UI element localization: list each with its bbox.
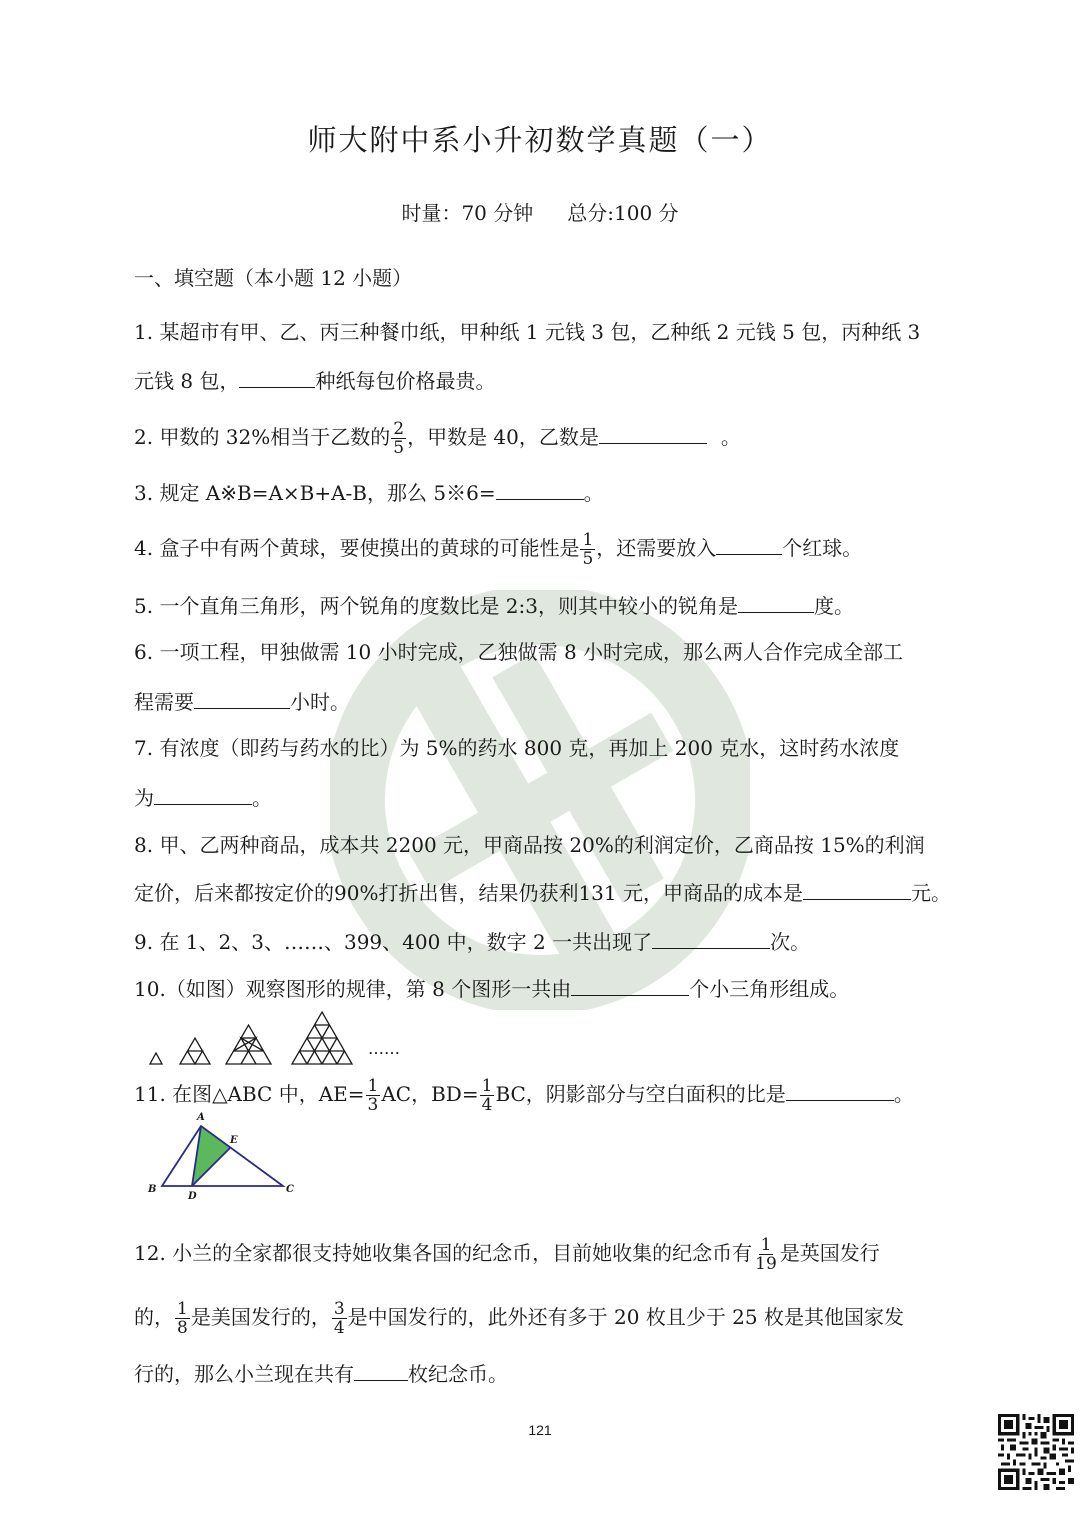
answer-blank-11[interactable] <box>786 1078 894 1101</box>
fraction: $\frac{1}{19}$ <box>755 1235 777 1274</box>
fraction: $\frac{2}{5}$ <box>393 419 405 458</box>
label-e: E <box>230 1135 238 1146</box>
label-a: A <box>197 1112 205 1123</box>
answer-blank-1[interactable] <box>239 365 315 388</box>
question-6-line-1: 6. 一项工程，甲独做需 10 小时完成，乙独做需 8 小时完成，那么两人合作完成全部工 <box>134 640 904 664</box>
answer-blank-10[interactable] <box>571 973 689 996</box>
exam-score: 总分:100 分 <box>567 201 679 225</box>
label-d: D <box>188 1191 197 1202</box>
answer-blank-9[interactable] <box>652 926 770 949</box>
question-9: 9. 在 1、2、3、……、399、400 中，数字 2 一共出现了 次。 <box>134 926 810 957</box>
page-number: 121 <box>528 1422 552 1438</box>
exam-meta <box>0 197 1080 226</box>
pattern-figure-3 <box>226 1025 271 1064</box>
answer-blank-7[interactable] <box>154 782 252 805</box>
question-6-line-2: 程需要 小时。 <box>134 686 350 717</box>
pattern-figure-2 <box>180 1038 210 1064</box>
question-12-line-3: 行的，那么小兰现在共有 枚纪念币。 <box>134 1358 508 1389</box>
answer-blank-2[interactable] <box>599 421 707 444</box>
answer-blank-3[interactable] <box>496 477 584 500</box>
pattern-figure-4 <box>292 1012 352 1064</box>
question-7-line-2: 为 。 <box>134 782 272 813</box>
answer-blank-5[interactable] <box>738 590 814 613</box>
fraction: $\frac{1}{4}$ <box>481 1076 493 1115</box>
question-2: 2. 甲数的 32%相当于乙数的 $\frac{2}{5}$ ，甲数是 40，乙数是 。 <box>134 419 741 458</box>
shaded-region <box>192 1126 230 1186</box>
answer-blank-12[interactable] <box>354 1358 408 1381</box>
answer-blank-8[interactable] <box>803 877 911 900</box>
question-12-line-2: 的， $\frac{1}{8}$ 是美国发行的， $\frac{3}{4}$ 是中国发行的，此外还有多于 20 枚且少于 25 枚是其他国家发 <box>134 1299 904 1338</box>
question-1-line-1: 1. 某超市有甲、乙、丙三种餐巾纸，甲种纸 1 元钱 3 包，乙种纸 2 元钱 5 包，丙种纸 3 <box>134 320 921 344</box>
label-b: B <box>148 1184 157 1195</box>
answer-blank-6[interactable] <box>194 686 290 709</box>
triangle-pattern-figure <box>146 1008 416 1068</box>
question-8-line-2: 定价，后来都按定价的90%打折出售，结果仍获利131 元，甲商品的成本是 元。 <box>134 877 951 908</box>
question-8-line-1: 8. 甲、乙两种商品，成本共 2200 元，甲商品按 20%的利润定价，乙商品按 15%的利润 <box>134 833 925 857</box>
ellipsis: …… <box>368 1039 400 1058</box>
question-7-line-1: 7. 有浓度（即药与药水的比）为 5%的药水 800 克，再加上 200 克水，这时药水浓度 <box>134 736 900 760</box>
page-title: 师大附中系小升初数学真题（一） <box>307 123 773 157</box>
section-heading: 一、填空题（本小题 12 小题） <box>134 266 413 290</box>
triangle-abc-figure <box>140 1108 310 1203</box>
fraction: $\frac{1}{5}$ <box>582 530 594 569</box>
qr-code[interactable] <box>998 1414 1074 1490</box>
question-3: 3. 规定 A※B=A×B+A-B，那么 5※6= 。 <box>134 477 604 508</box>
fraction: $\frac{1}{3}$ <box>367 1076 379 1115</box>
question-10: 10.（如图）观察图形的规律，第 8 个图形一共由 个小三角形组成。 <box>134 973 849 1004</box>
fraction: $\frac{1}{8}$ <box>177 1299 188 1338</box>
question-11: 11. 在图△ABC 中，AE= $\frac{1}{3}$ AC，BD= $\frac{1}{4}$ BC，阴影部分与空白面积的比是 。 <box>134 1076 914 1115</box>
question-1-line-2: 元钱 8 包， 种纸每包价格最贵。 <box>134 365 495 396</box>
question-5: 5. 一个直角三角形，两个锐角的度数比是 2:3，则其中较小的锐角是 度。 <box>134 590 854 621</box>
exam-time: 时量：70 分钟 <box>401 201 534 225</box>
answer-blank-4[interactable] <box>716 532 782 555</box>
question-12-line-1: 12. 小兰的全家都很支持她收集各国的纪念币，目前她收集的纪念币有 $\frac{1}{19}$ 是英国发行 <box>134 1235 880 1274</box>
question-4: 4. 盒子中有两个黄球，要使摸出的黄球的可能性是 $\frac{1}{5}$ ，还需要放入 个红球。 <box>134 530 863 569</box>
label-c: C <box>286 1184 294 1195</box>
fraction: $\frac{3}{4}$ <box>333 1299 345 1338</box>
pattern-figure-1 <box>150 1053 162 1064</box>
